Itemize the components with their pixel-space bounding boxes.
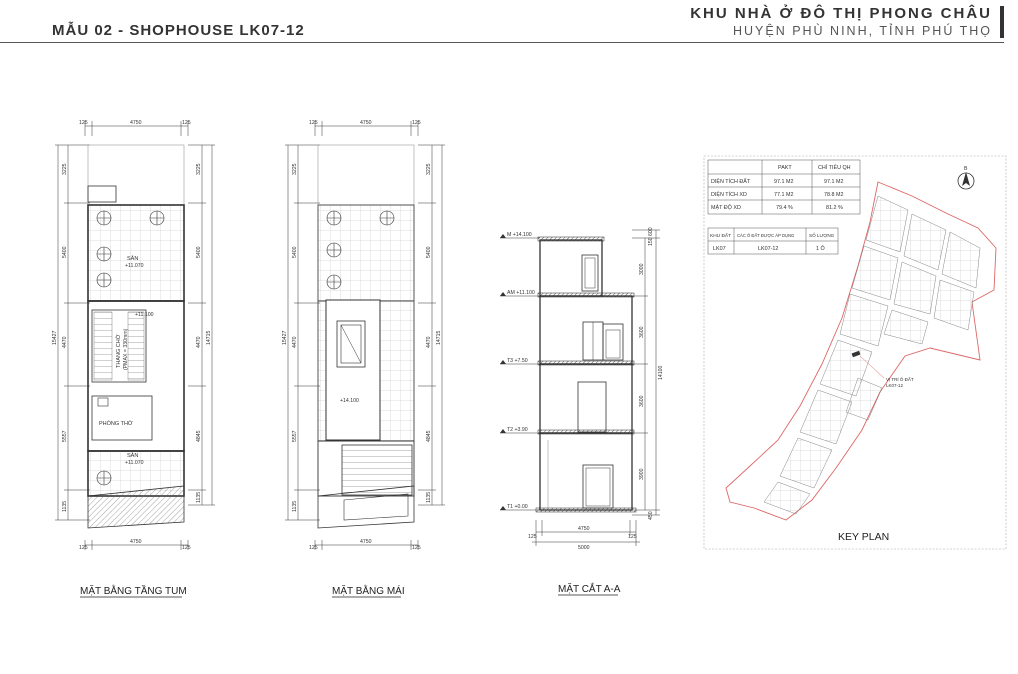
site-table-r3-c1: MẬT ĐỘ XD <box>711 205 741 211</box>
section-top-dim-2: 150 <box>648 237 654 246</box>
mai-dim-left-2: 5400 <box>292 246 298 258</box>
mai-dim-left-5: 1135 <box>292 500 298 512</box>
section-level-2: AM +11.100 <box>507 290 535 296</box>
mai-margin-left: 125 <box>309 120 318 126</box>
north-label: B <box>964 166 968 172</box>
lot-table <box>708 228 838 254</box>
tum-dim-right-2: 5400 <box>196 246 202 258</box>
section-level-3: T3 +7.50 <box>507 358 528 364</box>
mai-margin-bottom-right: 125 <box>412 545 421 551</box>
section-dim-3: 3600 <box>639 395 645 407</box>
tum-dim-left-2: 5400 <box>62 246 68 258</box>
sheet-title: MẪU 02 - SHOPHOUSE LK07-12 <box>52 22 305 39</box>
section-dim-1: 3000 <box>639 263 645 275</box>
tum-margin-right: 125 <box>182 120 191 126</box>
section-top-dim-1: 600 <box>648 227 654 236</box>
tum-dim-right-3: 4470 <box>196 336 202 348</box>
site-table-header-pakt: PAKT <box>778 165 792 171</box>
mai-total-left: 15427 <box>282 330 288 345</box>
tum-total-right: 14715 <box>206 330 212 345</box>
tum-san-top-level: +11.070 <box>125 263 144 269</box>
tum-dim-left-5: 1135 <box>62 500 68 512</box>
mai-dim-right-5: 1135 <box>426 491 432 503</box>
tum-dim-right-4: 4845 <box>196 430 202 442</box>
mai-dim-right-3: 4470 <box>426 336 432 348</box>
section-dim-2: 3600 <box>639 326 645 338</box>
section-level-5: T1 +0.00 <box>507 504 528 510</box>
mai-width-top: 4750 <box>360 120 372 126</box>
mai-dim-right-4: 4845 <box>426 430 432 442</box>
tum-dim-right-1: 3225 <box>196 163 202 175</box>
section-margin-right: 125 <box>628 534 637 540</box>
tum-san-bottom-label: SÂN <box>127 453 139 459</box>
tum-margin-left: 125 <box>79 120 88 126</box>
lot-table-header-1: KHU ĐẤT <box>710 234 732 239</box>
tum-margin-bottom-left: 125 <box>79 545 88 551</box>
section-level-4: T2 +3.90 <box>507 427 528 433</box>
lot-table-header-3: SỐ LƯỢNG <box>809 233 835 238</box>
tum-width-top: 4750 <box>130 120 142 126</box>
mai-margin-bottom-left: 125 <box>309 545 318 551</box>
tum-stair-note: (PMAX = 330mm) <box>123 328 129 370</box>
mai-width-bottom: 4750 <box>360 539 372 545</box>
north-arrow-icon <box>958 166 974 189</box>
mai-margin-right: 125 <box>412 120 421 126</box>
tum-stair-label: THANG CHỜ <box>116 334 122 368</box>
lot-table-r1-c1: LK07 <box>713 246 726 252</box>
mai-roof-level: +14.100 <box>340 398 359 404</box>
section-bottom-dim-1: 4750 <box>578 526 590 532</box>
site-table-r1-c2: 97.1 M2 <box>774 179 794 185</box>
lot-table-header-2: CÁC Ô ĐẤT ĐƯỢC ÁP DỤNG <box>737 233 795 238</box>
project-location: HUYỆN PHÙ NINH, TỈNH PHÚ THỌ <box>732 24 992 38</box>
section-a-a <box>500 227 664 595</box>
site-table-r2-c1: DIỆN TÍCH XD <box>711 192 747 198</box>
section-bottom-small: 450 <box>648 511 654 520</box>
key-plan-caption: KEY PLAN <box>838 531 890 543</box>
plan-tang-tum <box>52 120 215 597</box>
site-table-r2-c3: 78.8 M2 <box>824 192 844 198</box>
site-table-r1-c3: 97.1 M2 <box>824 179 844 185</box>
section-total: 14100 <box>658 365 664 380</box>
tum-total-left: 15427 <box>52 330 58 345</box>
section-bottom-dim-2: 5000 <box>578 545 590 551</box>
key-plan-marker-label: VỊ TRÍ Ô ĐẤT <box>886 377 914 382</box>
key-plan-panel <box>704 156 1006 549</box>
tum-dim-left-4: 5557 <box>62 430 68 442</box>
mai-dim-right-2: 5400 <box>426 246 432 258</box>
site-table-r3-c2: 79.4 % <box>776 205 793 211</box>
lot-table-r1-c2: LK07-12 <box>758 246 779 252</box>
site-table-header-qh: CHỈ TIÊU QH <box>818 165 851 171</box>
lot-table-r1-c3: 1 Ô <box>816 246 825 252</box>
tum-margin-bottom-right: 125 <box>182 545 191 551</box>
tum-dim-left-3: 4470 <box>62 336 68 348</box>
tum-width-bottom: 4750 <box>130 539 142 545</box>
section-caption: MẶT CẮT A-A <box>558 584 621 595</box>
section-margin-left: 125 <box>528 534 537 540</box>
site-table-r1-c1: DIỆN TÍCH ĐẤT <box>711 179 751 185</box>
project-name: KHU NHÀ Ở ĐÔ THỊ PHONG CHÂU <box>690 5 992 22</box>
tum-caption: MẶT BẰNG TẦNG TUM <box>80 586 187 597</box>
site-table-r2-c2: 77.1 M2 <box>774 192 794 198</box>
tum-phong-tho-label: PHÒNG THỜ <box>99 421 133 427</box>
mai-total-right: 14715 <box>436 330 442 345</box>
tum-stair-level: +11.100 <box>135 312 154 318</box>
plan-mai <box>282 120 445 597</box>
section-level-1: M +14.100 <box>507 232 532 238</box>
mai-caption: MẶT BẰNG MÁI <box>332 586 405 597</box>
site-table-r3-c3: 81.2 % <box>826 205 843 211</box>
mai-dim-right-1: 3225 <box>426 163 432 175</box>
tum-dim-right-5: 1135 <box>196 491 202 503</box>
tum-san-bottom-level: +11.070 <box>125 460 144 466</box>
key-plan-marker-lot: LK07-12 <box>886 383 904 388</box>
mai-dim-left-1: 3225 <box>292 163 298 175</box>
site-area-table <box>708 160 860 214</box>
site-blocks <box>764 196 980 514</box>
tum-san-top-label: SÂN <box>127 256 139 262</box>
mai-dim-left-4: 5557 <box>292 430 298 442</box>
mai-dim-left-3: 4470 <box>292 336 298 348</box>
tum-dim-left-1: 3225 <box>62 163 68 175</box>
section-dim-4: 3900 <box>639 468 645 480</box>
